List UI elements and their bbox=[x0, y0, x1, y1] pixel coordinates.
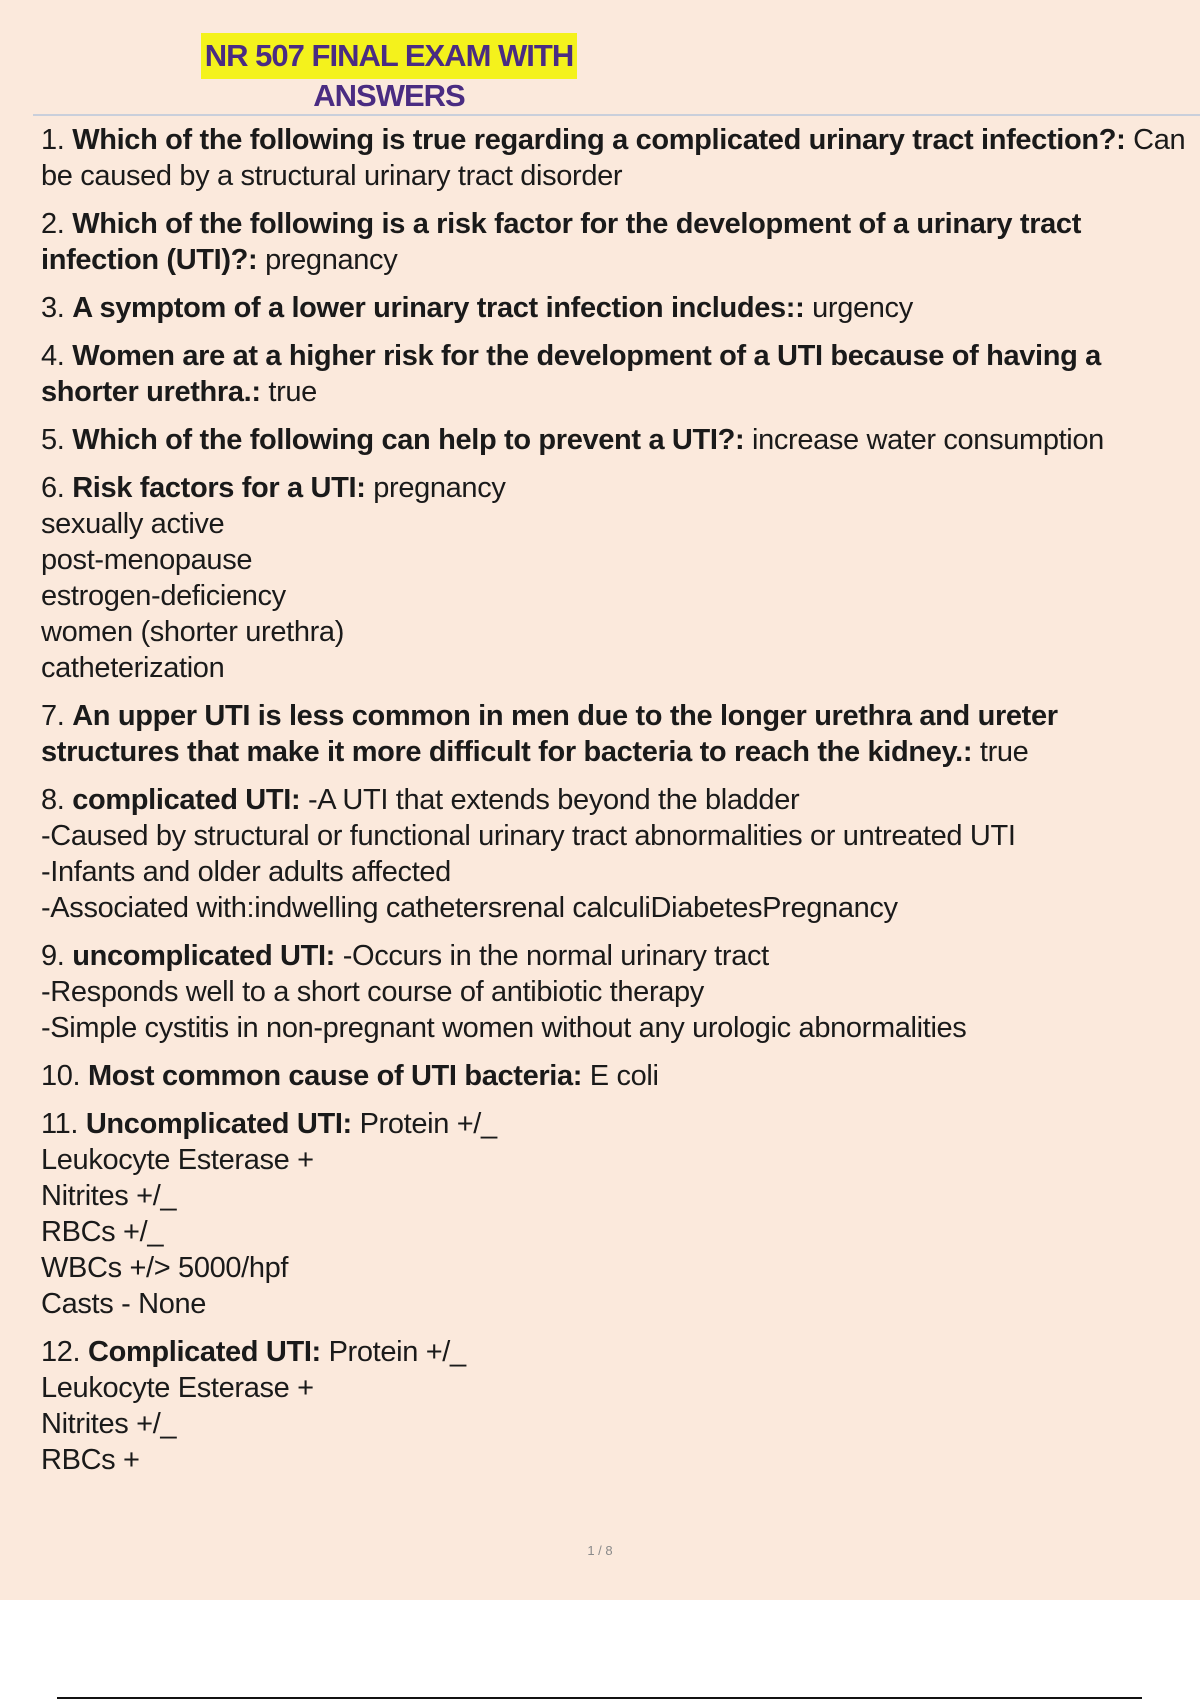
answer-text: true bbox=[979, 736, 1029, 768]
question-number: 5. bbox=[41, 424, 65, 456]
question-item bbox=[41, 470, 1199, 686]
question-number: 8. bbox=[41, 784, 65, 816]
question-number: 1. bbox=[41, 124, 65, 156]
question-number: 3. bbox=[41, 292, 65, 324]
question-text: Complicated UTI: bbox=[87, 1336, 321, 1368]
answer-line: Casts - None bbox=[41, 1288, 207, 1320]
answer-line: estrogen-deficiency bbox=[41, 580, 286, 612]
title-line-1: NR 507 FINAL EXAM WITH bbox=[201, 33, 577, 79]
question-list bbox=[41, 122, 1199, 1490]
question-item bbox=[41, 938, 1199, 1046]
answer-line: RBCs + bbox=[41, 1444, 140, 1476]
answer-text: increase water consumption bbox=[751, 424, 1104, 456]
question-item bbox=[41, 1106, 1199, 1322]
question-text: Most common cause of UTI bacteria: bbox=[87, 1060, 583, 1092]
answer-line: Leukocyte Esterase + bbox=[41, 1372, 314, 1404]
answer-line: women (shorter urethra) bbox=[41, 616, 345, 648]
question-number: 10. bbox=[41, 1060, 81, 1092]
answer-text: true bbox=[268, 376, 317, 408]
answer-line: RBCs +/_ bbox=[41, 1216, 164, 1248]
answer-line: Leukocyte Esterase + bbox=[41, 1144, 314, 1176]
question-number: 6. bbox=[41, 472, 65, 504]
answer-text: urgency bbox=[812, 292, 913, 324]
document-title bbox=[181, 33, 597, 113]
answer-text: pregnancy bbox=[373, 472, 506, 504]
question-item bbox=[41, 338, 1199, 410]
answer-line: catheterization bbox=[41, 652, 225, 684]
question-item bbox=[41, 122, 1199, 194]
answer-line: sexually active bbox=[41, 508, 225, 540]
question-text: uncomplicated UTI: bbox=[72, 940, 335, 972]
question-item bbox=[41, 1058, 1199, 1094]
title-line-2: ANSWERS bbox=[313, 78, 465, 113]
answer-text: Protein +/_ bbox=[359, 1108, 497, 1140]
title-divider bbox=[33, 114, 1200, 116]
answer-line: post-menopause bbox=[41, 544, 253, 576]
page-bottom-rule bbox=[57, 1697, 1142, 1699]
answer-text: -Occurs in the normal urinary tract bbox=[342, 940, 769, 972]
answer-line: -Infants and older adults affected bbox=[41, 856, 451, 888]
question-item bbox=[41, 206, 1199, 278]
answer-line: WBCs +/> 5000/hpf bbox=[41, 1252, 289, 1284]
question-text: Which of the following is a risk factor for the development of a urinary tract infection (UTI)?: bbox=[41, 208, 1082, 276]
answer-text: Can be caused by a structural urinary tract disorder bbox=[41, 124, 1186, 192]
question-item bbox=[41, 422, 1199, 458]
answer-text: pregnancy bbox=[265, 244, 398, 276]
question-number: 12. bbox=[41, 1336, 81, 1368]
answer-text: E coli bbox=[589, 1060, 659, 1092]
question-item bbox=[41, 290, 1199, 326]
page-number: 1 / 8 bbox=[587, 1543, 613, 1558]
answer-line: Nitrites +/_ bbox=[41, 1408, 177, 1440]
answer-line: Nitrites +/_ bbox=[41, 1180, 177, 1212]
question-text: complicated UTI: bbox=[72, 784, 301, 816]
question-number: 7. bbox=[41, 700, 65, 732]
question-number: 4. bbox=[41, 340, 65, 372]
question-text: Which of the following is true regarding a complicated urinary tract infection?: bbox=[72, 124, 1126, 156]
question-item bbox=[41, 1334, 1199, 1478]
question-item bbox=[41, 698, 1199, 770]
answer-line: -Caused by structural or functional urinary tract abnormalities or untreated UTI bbox=[41, 820, 1016, 852]
question-text: Uncomplicated UTI: bbox=[85, 1108, 352, 1140]
question-text: A symptom of a lower urinary tract infection includes:: bbox=[72, 292, 805, 324]
question-item bbox=[41, 782, 1199, 926]
question-number: 9. bbox=[41, 940, 65, 972]
question-number: 11. bbox=[41, 1108, 79, 1140]
question-text: An upper UTI is less common in men due to the longer urethra and ureter structures that make it more difficult for bacteria to reach the kidney.: bbox=[41, 700, 1058, 768]
answer-line: -Associated with:indwelling cathetersrenal calculiDiabetesPregnancy bbox=[41, 892, 898, 924]
answer-line: -Simple cystitis in non-pregnant women without any urologic abnormalities bbox=[41, 1012, 967, 1044]
answer-line: -Responds well to a short course of antibiotic therapy bbox=[41, 976, 704, 1008]
answer-text: Protein +/_ bbox=[328, 1336, 466, 1368]
question-text: Which of the following can help to prevent a UTI?: bbox=[72, 424, 745, 456]
question-text: Risk factors for a UTI: bbox=[72, 472, 366, 504]
question-number: 2. bbox=[41, 208, 65, 240]
answer-text: -A UTI that extends beyond the bladder bbox=[307, 784, 800, 816]
question-text: Women are at a higher risk for the development of a UTI because of having a shorter urethra.: bbox=[41, 340, 1101, 408]
